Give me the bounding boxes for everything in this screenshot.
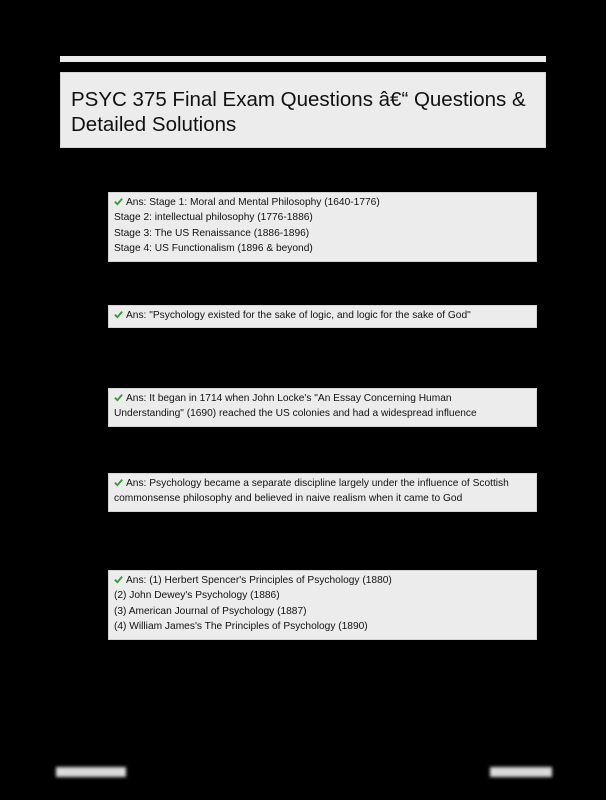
answer-text: Ans: "Psychology existed for the sake of logic, and logic for the sake of God" [126, 310, 471, 321]
answer-line [114, 391, 531, 406]
answer-line [114, 308, 531, 323]
checkmark-icon [114, 197, 123, 206]
answer-line: commonsense philosophy and believed in naive realism when it came to God [114, 493, 463, 505]
title-box [60, 72, 546, 148]
answer-box-2 [108, 305, 537, 328]
answer-line: (3) American Journal of Psychology (1887) [114, 605, 307, 617]
answer-line: Stage 2: intellectual philosophy (1776-1886) [114, 212, 313, 224]
checkmark-icon [114, 478, 123, 487]
answer-text: Ans: (1) Herbert Spencer's Principles of Psychology (1880) [126, 575, 392, 586]
answer-line: Understanding" (1690) reached the US colonies and had a widespread influence [114, 408, 477, 420]
answer-box-5 [108, 570, 537, 640]
answer-text: Ans: Psychology became a separate discipline largely under the influence of Scottish [126, 478, 509, 489]
footer-blurred-text-right [490, 767, 552, 777]
answer-line [114, 195, 531, 210]
answer-box-1 [108, 192, 537, 262]
answer-line [114, 573, 531, 588]
answer-line: (2) John Dewey's Psychology (1886) [114, 590, 280, 602]
top-divider [60, 56, 546, 62]
checkmark-icon [114, 575, 123, 584]
answer-line: Stage 4: US Functionalism (1896 & beyond) [114, 243, 313, 255]
answer-line [114, 476, 531, 491]
page-title: PSYC 375 Final Exam Questions â€“ Questions & Detailed Solutions [71, 88, 526, 136]
answer-line: (4) William James's The Principles of Psychology (1890) [114, 621, 368, 633]
checkmark-icon [114, 393, 123, 402]
answer-text: Ans: Stage 1: Moral and Mental Philosophy (1640-1776) [126, 197, 380, 208]
answer-box-4 [108, 473, 537, 512]
answer-line: Stage 3: The US Renaissance (1886-1896) [114, 227, 310, 239]
answer-text: Ans: It began in 1714 when John Locke's "An Essay Concerning Human [126, 393, 452, 404]
footer-blurred-text-left [56, 767, 126, 777]
checkmark-icon [114, 310, 123, 319]
answer-box-3 [108, 388, 537, 427]
